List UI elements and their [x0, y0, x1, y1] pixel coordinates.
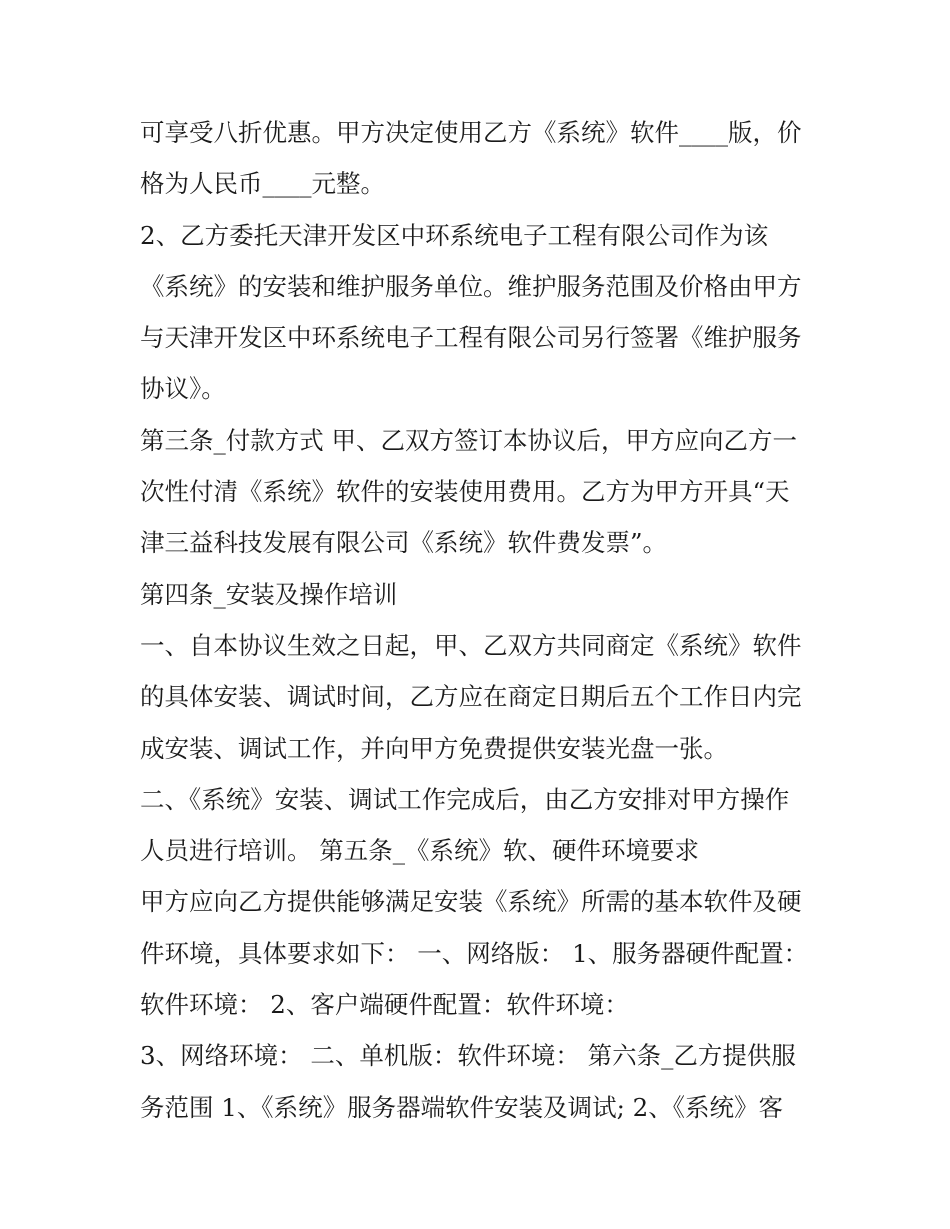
text-line-9: 津三益科技发展有限公司《系统》软件费发票”。 [140, 528, 668, 558]
text-line-20: 务范围 1、《系统》服务器端软件安装及调试; 2、《系统》客 [140, 1092, 784, 1122]
text-line-1: 可享受八折优惠。甲方决定使用乙方《系统》软件____版，价 [140, 118, 802, 147]
text-line-6: 协议》。 [140, 374, 226, 404]
section-heading-4: 第四条_安装及操作培训 [140, 579, 398, 609]
text-line-18: 软件环境： 2、客户端硬件配置：软件环境： [140, 990, 629, 1020]
text-line-7: 第三条_付款方式 甲、乙双方签订本协议后，甲方应向乙方一 [140, 425, 798, 455]
text-line-4: 《系统》的安装和维护服务单位。维护服务范围及价格由甲方 [140, 271, 802, 301]
document-body [140, 107, 820, 1133]
text-line-12: 的具体安装、调试时间，乙方应在商定日期后五个工作日内完 [140, 682, 802, 712]
text-line-17: 件环境，具体要求如下： 一、网络版： 1、服务器硬件配置： [140, 938, 809, 968]
text-line-15: 人员进行培训。 第五条_《系统》软、硬件环境要求 [140, 836, 700, 866]
text-line-2: 格为人民币____元整。 [140, 169, 385, 199]
text-line-5: 与天津开发区中环系统电子工程有限公司另行签署《维护服务 [140, 323, 802, 353]
text-line-16: 甲方应向乙方提供能够满足安装《系统》所需的基本软件及硬 [140, 887, 802, 917]
text-line-19: 3、网络环境： 二、单机版：软件环境： 第六条_乙方提供服 [140, 1041, 796, 1071]
text-line-8: 次性付清《系统》软件的安装使用费用。乙方为甲方开具“天 [140, 477, 790, 507]
text-line-11: 一、自本协议生效之日起，甲、乙双方共同商定《系统》软件 [140, 630, 802, 660]
text-line-3: 2、乙方委托天津开发区中环系统电子工程有限公司作为该 [140, 220, 769, 250]
text-line-13: 成安装、调试工作，并向甲方免费提供安装光盘一张。 [140, 733, 728, 763]
text-line-14: 二、《系统》安装、调试工作完成后，由乙方安排对甲方操作 [140, 784, 790, 814]
